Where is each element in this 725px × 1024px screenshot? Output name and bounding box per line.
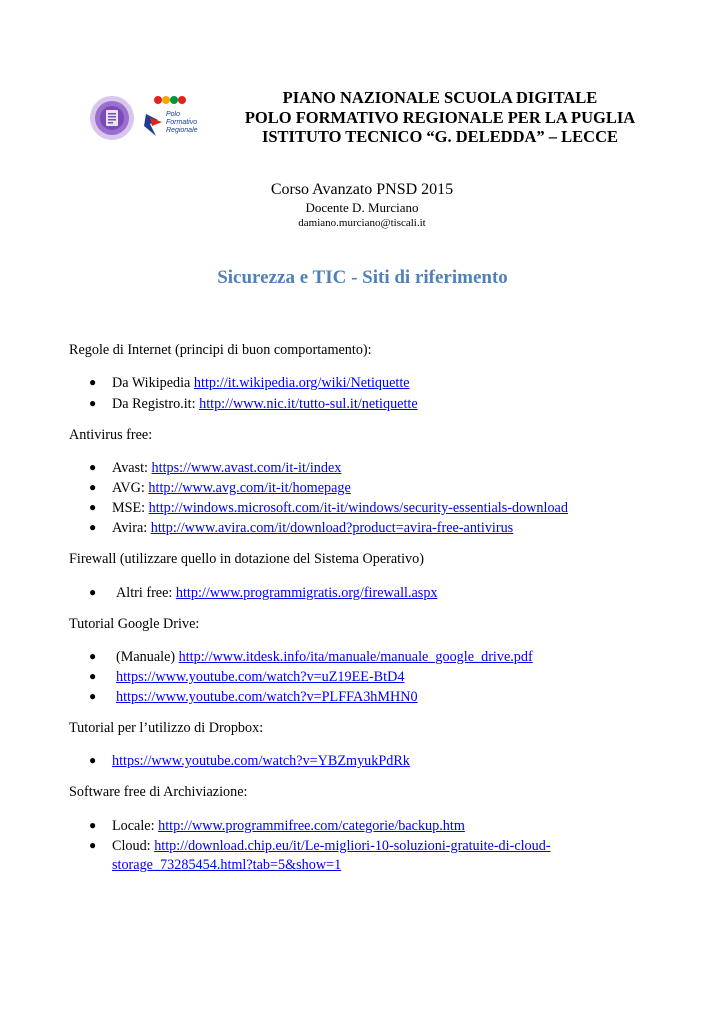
list-item [89, 459, 341, 477]
list-item [89, 499, 568, 517]
link[interactable]: http://www.itdesk.info/ita/manuale/manuale_google_drive.pdf [178, 649, 533, 665]
item-label: Da Wikipedia [112, 375, 194, 391]
bullet: ● [89, 649, 97, 663]
link[interactable]: http://windows.microsoft.com/it-it/windows/security-essentials-download [148, 500, 568, 516]
list-item [89, 648, 533, 666]
section-heading-firewall: Firewall (utilizzare quello in dotazione del Sistema Operativo) [69, 551, 424, 567]
link[interactable]: storage_73285454.html?tab=5&show=1 [112, 857, 342, 873]
list-item [89, 668, 404, 686]
link[interactable]: http://www.avira.com/it/download?product=avira-free-antivirus [150, 520, 514, 536]
bullet: ● [89, 585, 97, 599]
link[interactable]: http://www.avg.com/it-it/homepage [148, 480, 351, 496]
header-line-1: PIANO NAZIONALE SCUOLA DIGITALE [282, 88, 598, 107]
item-label: Da Registro.it: [112, 396, 200, 412]
link[interactable]: http://download.chip.eu/it/Le-migliori-10-soluzioni-gratuite-di-cloud- [154, 838, 551, 854]
bullet: ● [89, 480, 97, 494]
course-title: Corso Avanzato PNSD 2015 [270, 181, 454, 198]
item-label: Avast: [112, 460, 152, 476]
list-item [89, 374, 410, 392]
logo-text-polo: Polo [166, 111, 181, 118]
list-item [89, 837, 551, 855]
bullet: ● [89, 838, 97, 852]
bullet: ● [89, 753, 97, 767]
link[interactable]: https://www.youtube.com/watch?v=YBZmyukPdRk [112, 753, 410, 769]
link[interactable]: http://www.nic.it/tutto-sul.it/netiquette [199, 396, 418, 412]
course-email: damiano.murciano@tiscali.it [298, 217, 426, 229]
course-teacher: Docente D. Murciano [305, 200, 419, 215]
bullet: ● [89, 396, 97, 410]
link[interactable]: https://www.youtube.com/watch?v=PLFFA3hMHN0 [116, 689, 418, 705]
item-label: AVG: [112, 480, 149, 496]
list-item [89, 479, 351, 497]
link[interactable]: https://www.youtube.com/watch?v=uZ19EE-BtD4 [116, 669, 405, 685]
pnsd-logo [90, 96, 134, 140]
bullet: ● [89, 669, 97, 683]
item-label: MSE: [112, 500, 149, 516]
list-item [89, 817, 465, 835]
bullet: ● [89, 460, 97, 474]
link[interactable]: http://www.programmigratis.org/firewall.aspx [175, 585, 438, 601]
item-label: Avira: [112, 520, 151, 536]
item-label: Altri free: [116, 585, 176, 601]
section-heading-rules: Regole di Internet (principi di buon comportamento): [69, 342, 372, 358]
bullet: ● [89, 500, 97, 514]
section-heading-antivirus: Antivirus free: [69, 427, 153, 443]
list-item [89, 395, 418, 413]
header-line-3: ISTITUTO TECNICO “G. DELEDDA” – LECCE [261, 127, 619, 146]
item-label: Cloud: [112, 838, 155, 854]
polo-formativo-logo [144, 96, 198, 136]
item-label: Locale: [112, 818, 159, 834]
header-titles [220, 88, 660, 147]
section-heading-archive: Software free di Archiviazione: [69, 784, 248, 800]
link[interactable]: https://www.avast.com/it-it/index [151, 460, 342, 476]
list-item [89, 584, 438, 602]
bullet: ● [89, 818, 97, 832]
section-heading-gdrive: Tutorial Google Drive: [69, 616, 200, 632]
bullet: ● [89, 520, 97, 534]
logo-text-regionale: Regionale [166, 127, 198, 134]
header-line-2: POLO FORMATIVO REGIONALE PER LA PUGLIA [244, 107, 636, 127]
list-item-continuation [112, 857, 341, 874]
bullet: ● [89, 689, 97, 703]
item-label: (Manuale) [116, 649, 179, 665]
document-title: Sicurezza e TIC - Siti di riferimento [217, 267, 508, 288]
link[interactable]: http://it.wikipedia.org/wiki/Netiquette [193, 375, 410, 391]
logos [86, 92, 206, 144]
list-item [89, 688, 418, 706]
section-heading-dropbox: Tutorial per l’utilizzo di Dropbox: [69, 720, 264, 736]
bullet: ● [89, 375, 97, 389]
list-item [89, 519, 513, 537]
link[interactable]: http://www.programmifree.com/categorie/backup.htm [158, 818, 465, 834]
course-info [212, 180, 512, 230]
list-item [89, 752, 410, 770]
logo-text-formativo: Formativo [166, 119, 198, 126]
